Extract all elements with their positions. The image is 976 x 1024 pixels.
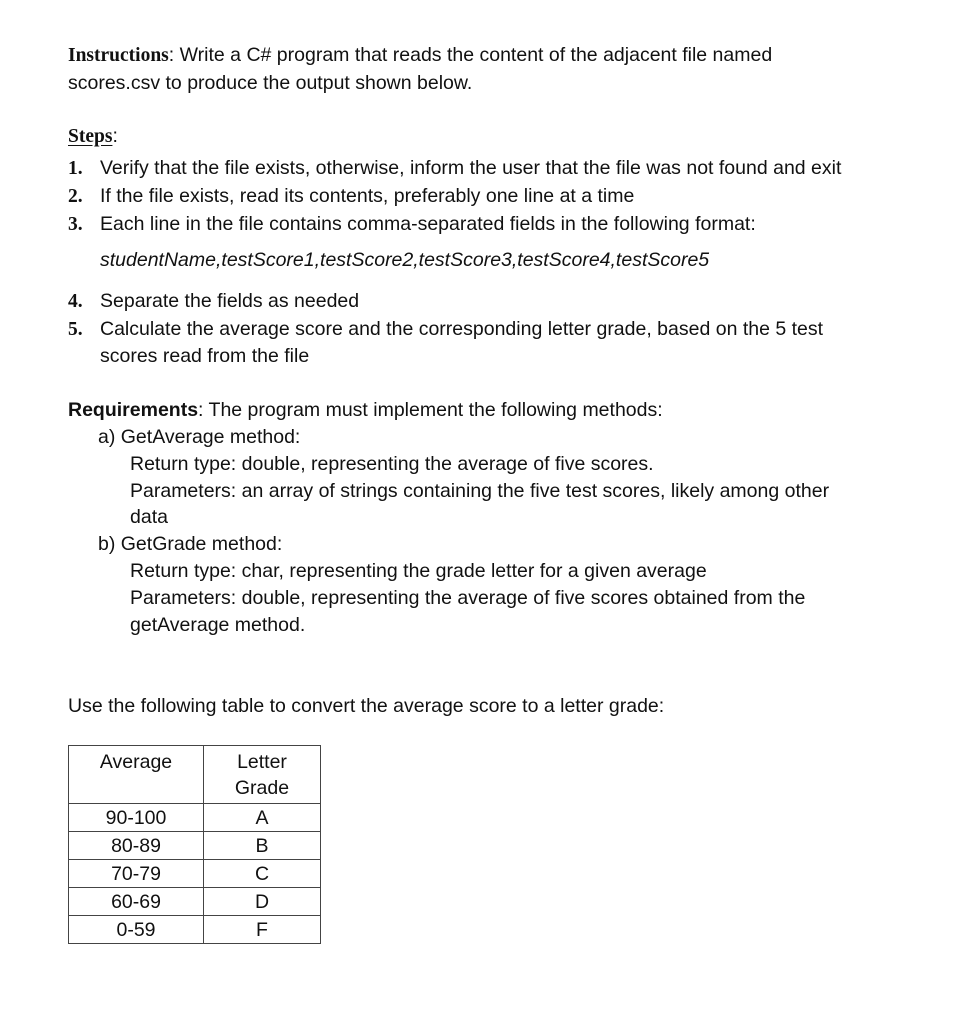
letter-grade-cell: B xyxy=(204,832,321,860)
header-letter-grade xyxy=(204,746,321,804)
step-number: 4. xyxy=(68,291,83,312)
letter-grade-cell: D xyxy=(204,888,321,916)
table-header-row xyxy=(69,746,321,804)
method-a-params-cont: data xyxy=(130,506,168,528)
table-row xyxy=(69,860,321,888)
method-a-heading xyxy=(98,424,300,450)
table-row xyxy=(69,888,321,916)
instructions-label: Instructions xyxy=(68,45,169,66)
step-item xyxy=(68,155,841,182)
step-item xyxy=(68,211,756,238)
step-number: 5. xyxy=(68,319,83,340)
letter-grade-cell: A xyxy=(204,804,321,832)
average-range-cell: 80-89 xyxy=(69,832,204,860)
step-item xyxy=(68,183,634,210)
step-number: 1. xyxy=(68,158,83,179)
average-range-cell: 0-59 xyxy=(69,916,204,944)
method-b-return: Return type: char, representing the grade letter for a given average xyxy=(130,560,707,582)
letter-grade-cell: F xyxy=(204,916,321,944)
grade-table xyxy=(68,745,321,944)
average-range-cell: 70-79 xyxy=(69,860,204,888)
table-intro: Use the following table to convert the average score to a letter grade: xyxy=(68,695,665,717)
step-text: If the file exists, read its contents, preferably one line at a time xyxy=(100,185,635,207)
table-row xyxy=(69,916,321,944)
step-text: Separate the fields as needed xyxy=(100,290,360,312)
average-range-cell: 90-100 xyxy=(69,804,204,832)
requirements-label: Requirements xyxy=(68,399,199,421)
step-item xyxy=(68,316,823,343)
step-number: 3. xyxy=(68,214,83,235)
header-average: Average xyxy=(69,746,204,804)
instructions-line-1: Write a C# program that reads the content of the adjacent file named xyxy=(179,44,773,66)
step-number: 2. xyxy=(68,186,83,207)
instructions-line-2: scores.csv to produce the output shown below. xyxy=(68,72,473,94)
requirements-text: The program must implement the following methods: xyxy=(208,399,663,421)
average-range-cell: 60-69 xyxy=(69,888,204,916)
header-letter: Letter xyxy=(237,751,287,773)
steps-label: Steps xyxy=(68,126,113,147)
method-a-params: Parameters: an array of strings containing the five test scores, likely among other xyxy=(130,480,830,502)
table-row xyxy=(69,832,321,860)
method-b-params-cont: getAverage method. xyxy=(130,614,306,636)
method-a-title: GetAverage method: xyxy=(120,426,301,448)
requirements-paragraph: Requirements: The program must implement the following methods: xyxy=(68,399,663,421)
csv-format-line: studentName,testScore1,testScore2,testScore3,testScore4,testScore5 xyxy=(100,249,710,271)
step-item xyxy=(68,288,359,315)
method-b-heading xyxy=(98,531,282,557)
steps-heading: Steps: xyxy=(68,125,118,147)
step-text: Each line in the file contains comma-separated fields in the following format: xyxy=(100,213,756,235)
instructions-paragraph: Instructions: Write a C# program that reads the content of the adjacent file named xyxy=(68,44,773,66)
step-text: Calculate the average score and the corresponding letter grade, based on the 5 test xyxy=(100,318,824,340)
method-a-marker: a) xyxy=(98,426,116,448)
step-continuation: scores read from the file xyxy=(100,345,310,367)
letter-grade-cell: C xyxy=(204,860,321,888)
step-text: Verify that the file exists, otherwise, inform the user that the file was not found and exit xyxy=(100,157,842,179)
table-row xyxy=(69,804,321,832)
header-grade: Grade xyxy=(234,777,290,799)
method-b-marker: b) xyxy=(98,533,116,555)
method-b-title: GetGrade method: xyxy=(120,533,283,555)
method-a-return: Return type: double, representing the average of five scores. xyxy=(130,453,654,475)
method-b-params: Parameters: double, representing the average of five scores obtained from the xyxy=(130,587,806,609)
